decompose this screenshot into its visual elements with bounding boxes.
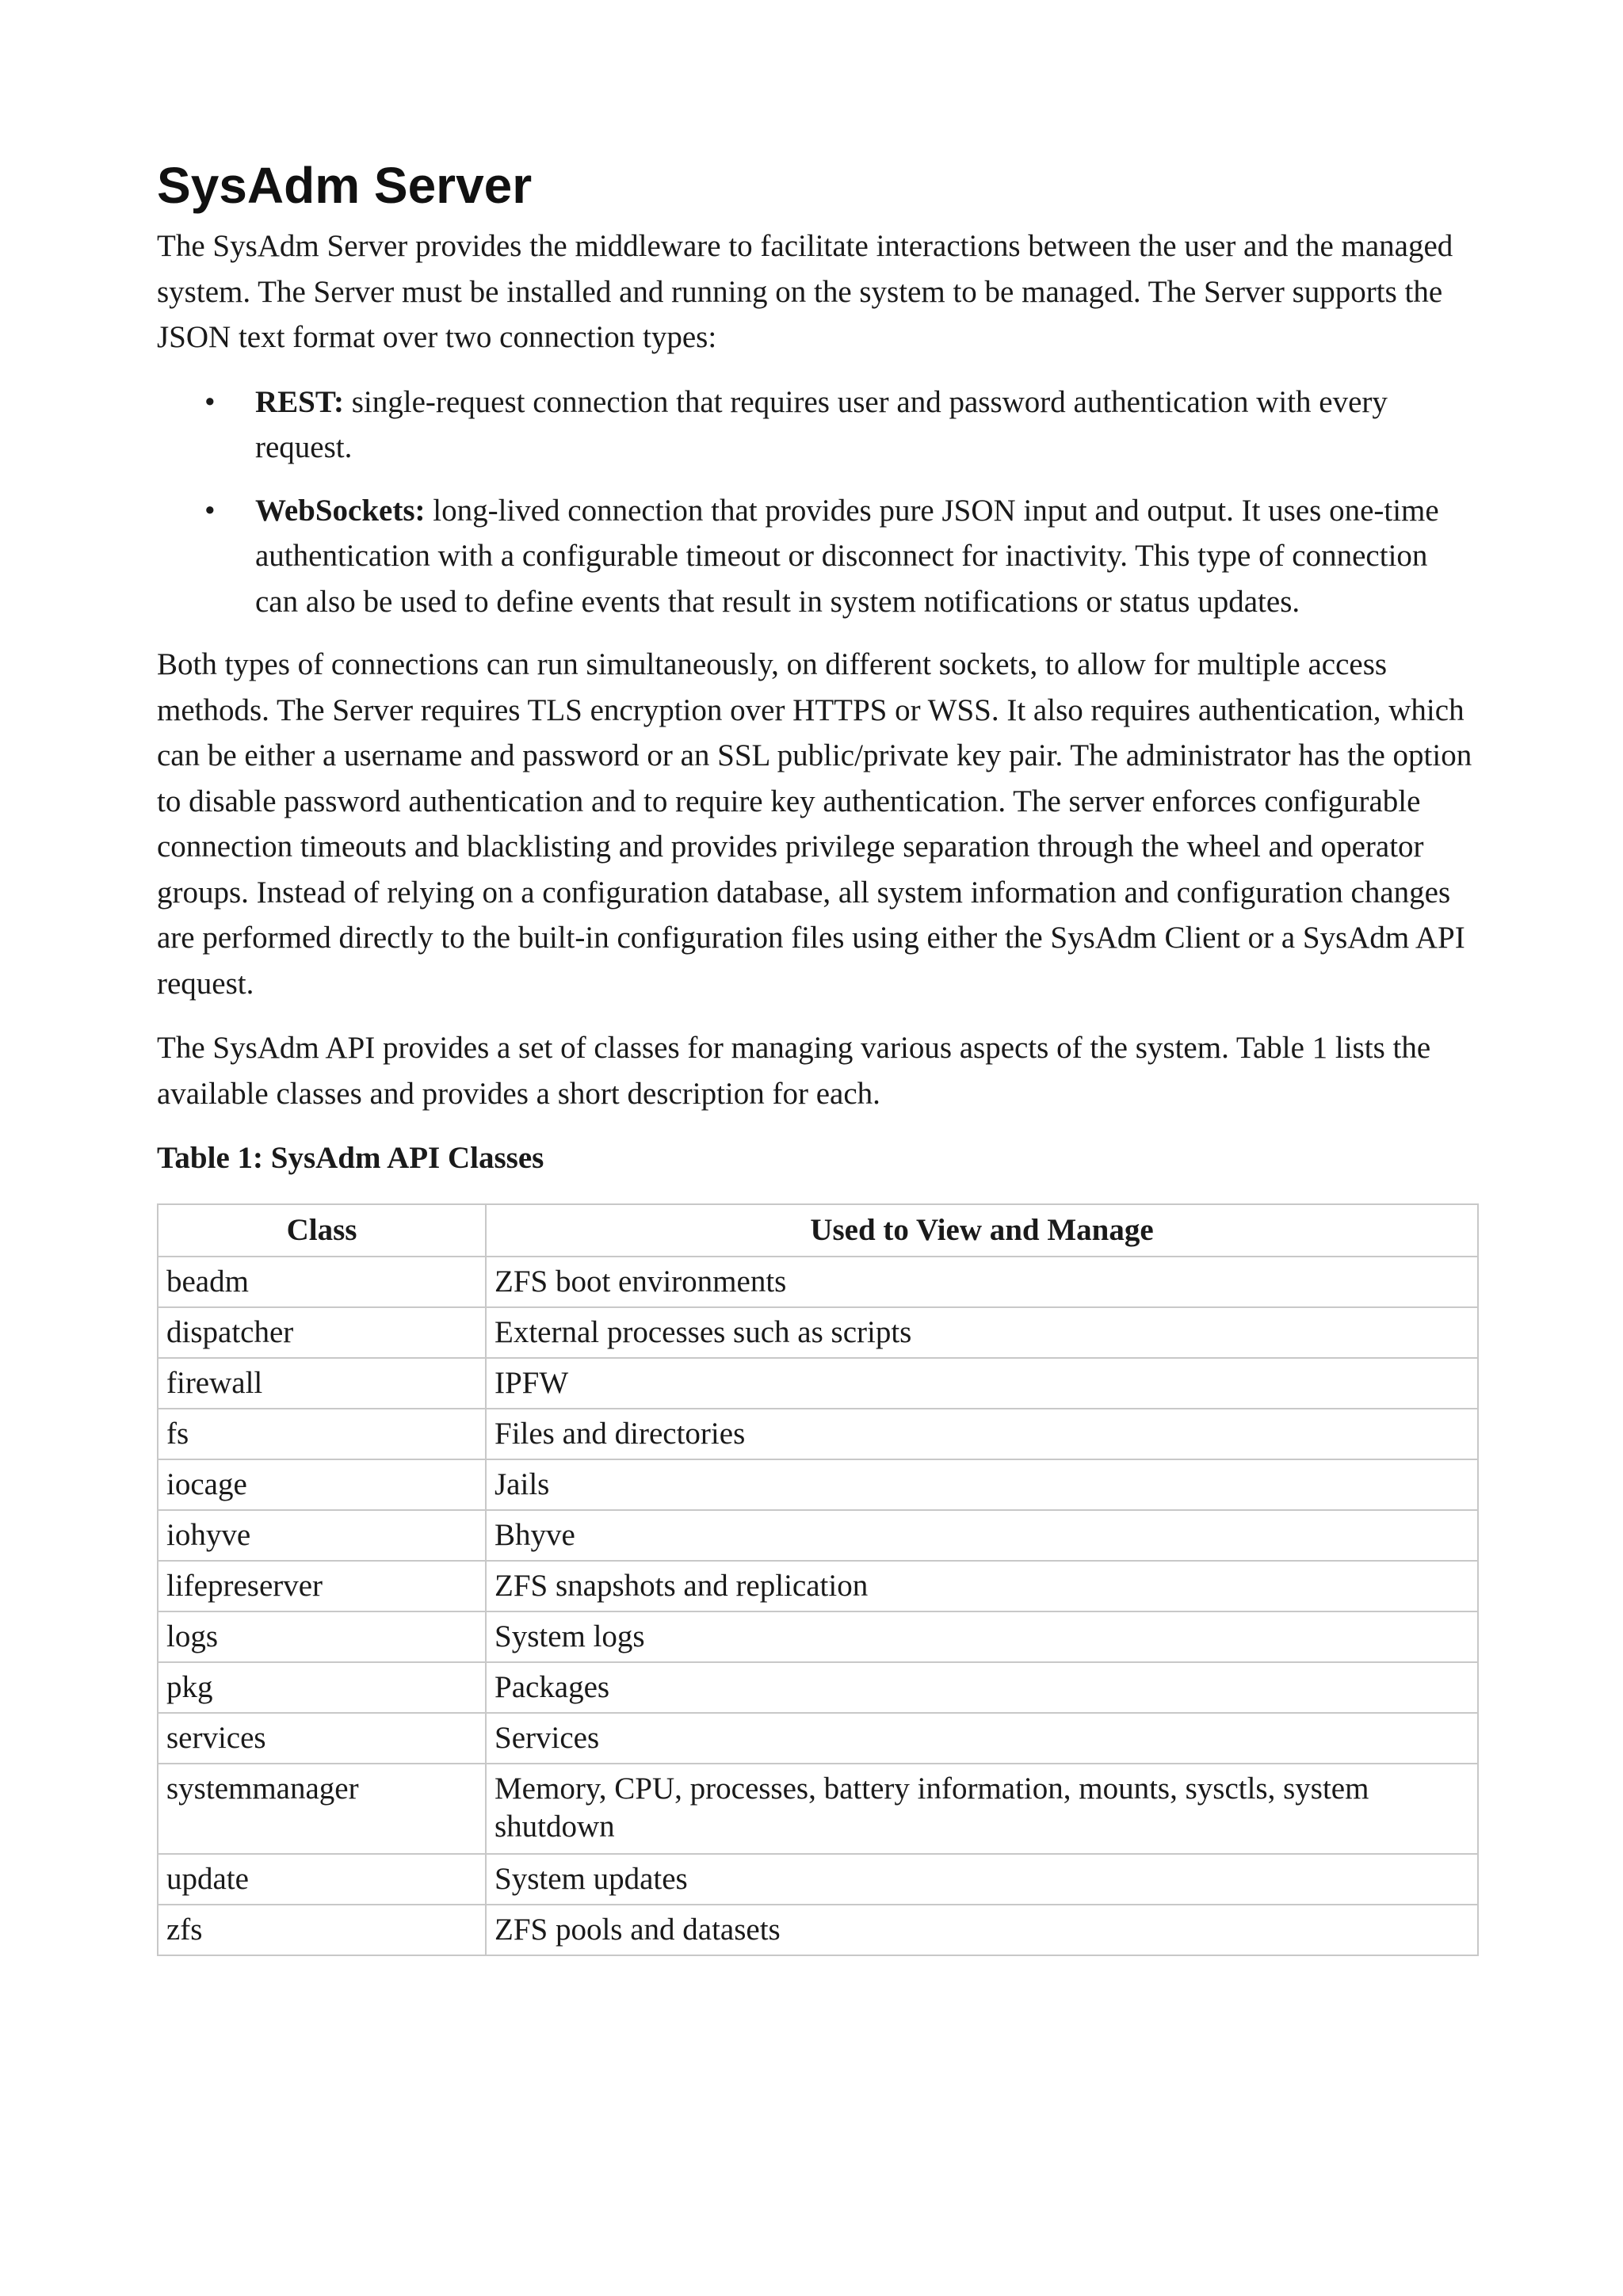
description-cell: Jails xyxy=(486,1459,1478,1510)
intro-paragraph: The SysAdm Server provides the middleware to facilitate interactions between the user and the managed system. The Server must be installed and running on the system to be managed. The Server supports the JSON text format over two connection types: xyxy=(157,229,1453,354)
description-cell: Services xyxy=(486,1713,1478,1764)
bullet-icon: • xyxy=(204,384,216,419)
description-cell: ZFS boot environments xyxy=(486,1257,1478,1307)
list-item-term: REST: xyxy=(255,384,344,419)
page-title: SysAdm Server xyxy=(157,157,533,214)
description-cell: Bhyve xyxy=(486,1510,1478,1561)
description-cell: Memory, CPU, processes, battery information, mounts, sysctls, system shutdown xyxy=(486,1764,1478,1854)
class-cell: dispatcher xyxy=(158,1307,486,1358)
description-cell: IPFW xyxy=(486,1358,1478,1409)
table-row xyxy=(158,1257,1478,1307)
list-item-term: WebSockets: xyxy=(255,493,426,528)
document-page xyxy=(157,155,1477,1956)
description-cell: ZFS pools and datasets xyxy=(486,1905,1478,1955)
class-cell: systemmanager xyxy=(158,1764,486,1854)
class-cell: beadm xyxy=(158,1257,486,1307)
table-caption: Table 1: SysAdm API Classes xyxy=(157,1141,544,1175)
class-cell: services xyxy=(158,1713,486,1764)
table-header-row xyxy=(158,1204,1478,1257)
class-cell: iocage xyxy=(158,1459,486,1510)
class-cell: lifepreserver xyxy=(158,1561,486,1611)
table-row xyxy=(158,1510,1478,1561)
table-row xyxy=(158,1611,1478,1662)
column-header-usage: Used to View and Manage xyxy=(486,1204,1478,1257)
description-cell: System updates xyxy=(486,1854,1478,1905)
class-cell: iohyve xyxy=(158,1510,486,1561)
list-item-websockets xyxy=(157,488,1477,625)
class-cell: logs xyxy=(158,1611,486,1662)
table-row xyxy=(158,1764,1478,1854)
table-row xyxy=(158,1459,1478,1510)
table-row xyxy=(158,1358,1478,1409)
table-row xyxy=(158,1713,1478,1764)
class-cell: update xyxy=(158,1854,486,1905)
description-cell: System logs xyxy=(486,1611,1478,1662)
class-cell: zfs xyxy=(158,1905,486,1955)
api-paragraph: The SysAdm API provides a set of classes for managing various aspects of the system. Table 1 lists the available classes and provides a short description for each. xyxy=(157,1031,1431,1111)
connection-type-list xyxy=(157,379,1477,625)
connections-paragraph: Both types of connections can run simultaneously, on different sockets, to allow for multiple access methods. The Server requires TLS encryption over HTTPS or WSS. It also requires authentication, which can be either a username and password or an SSL public/private key pair. The administrator has the option to disable password authentication and to require key authentication. The server enforces configurable connection timeouts and blacklisting and provides privilege separation through the wheel and operator groups. Instead of relying on a configuration database, all system information and configuration changes are performed directly to the built-in configuration files using either the SysAdm Client or a SysAdm API request. xyxy=(157,647,1472,1001)
list-item-text: long-lived connection that provides pure JSON input and output. It uses one-time authentication with a configurable timeout or disconnect for inactivity. This type of connection can also be used to define events that result in system notifications or status updates. xyxy=(255,493,1439,619)
table-row xyxy=(158,1854,1478,1905)
api-classes-table xyxy=(157,1203,1479,1956)
class-cell: fs xyxy=(158,1409,486,1459)
description-cell: Files and directories xyxy=(486,1409,1478,1459)
table-row xyxy=(158,1662,1478,1713)
column-header-class: Class xyxy=(158,1204,486,1257)
table-row xyxy=(158,1561,1478,1611)
table-row xyxy=(158,1409,1478,1459)
class-cell: firewall xyxy=(158,1358,486,1409)
table-row xyxy=(158,1307,1478,1358)
list-item-text: single-request connection that requires user and password authentication with every request. xyxy=(255,384,1388,464)
bullet-icon: • xyxy=(204,493,216,528)
table-row xyxy=(158,1905,1478,1955)
description-cell: ZFS snapshots and replication xyxy=(486,1561,1478,1611)
description-cell: Packages xyxy=(486,1662,1478,1713)
list-item-rest xyxy=(157,379,1477,471)
description-cell: External processes such as scripts xyxy=(486,1307,1478,1358)
class-cell: pkg xyxy=(158,1662,486,1713)
